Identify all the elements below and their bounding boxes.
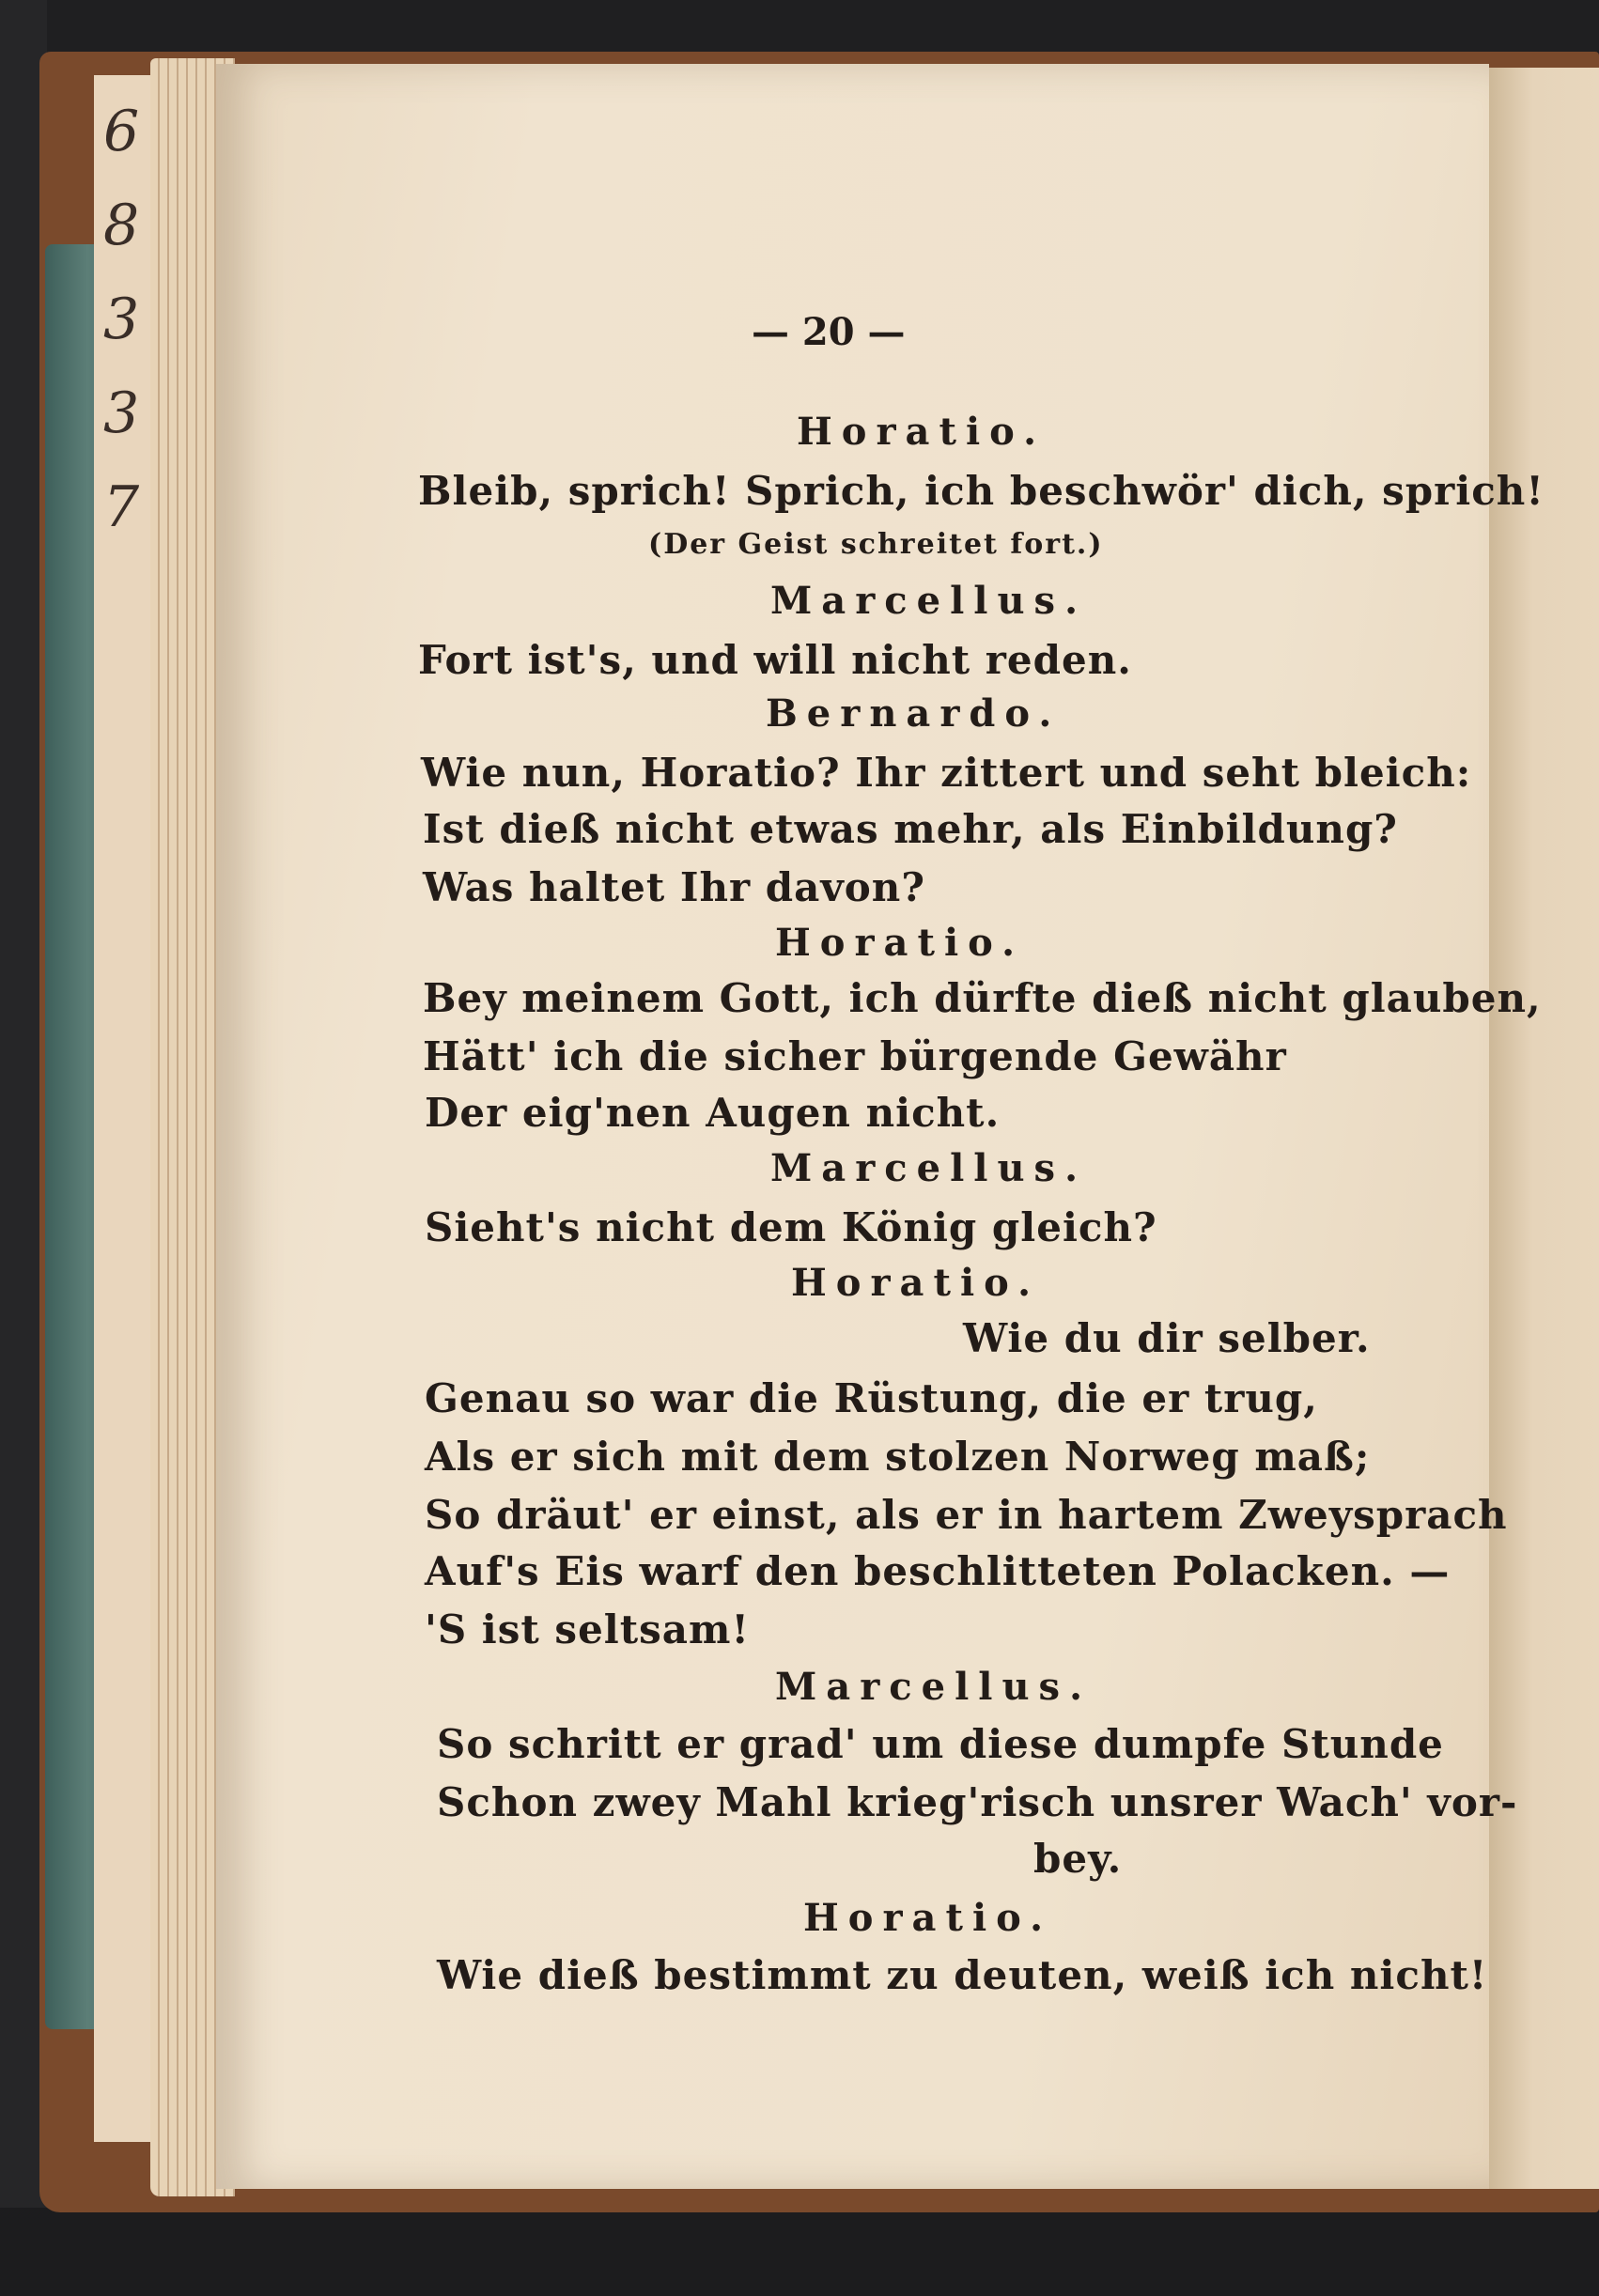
verse-line: Wie dieß bestimmt zu deuten, weiß ich nicht! — [437, 1952, 1488, 1998]
verse-line: Bleib, sprich! Sprich, ich beschwör' dich, sprich! — [418, 468, 1545, 514]
verse-line: Bey meinem Gott, ich dürfte dieß nicht glauben, — [423, 975, 1542, 1021]
verse-line: Fort ist's, und will nicht reden. — [418, 637, 1132, 683]
verse-line: So schritt er grad' um diese dumpfe Stunde — [437, 1721, 1444, 1767]
verse-line: Ist dieß nicht etwas mehr, als Einbildung? — [423, 806, 1398, 852]
speaker-name: Marcellus. — [770, 1146, 1087, 1190]
page-number: — 20 — — [752, 310, 906, 354]
speaker-name: Horatio. — [791, 1261, 1041, 1305]
verse-line: Hätt' ich die sicher bürgende Gewähr — [423, 1033, 1287, 1079]
verse-line: Als er sich mit dem stolzen Norweg maß; — [425, 1434, 1371, 1480]
verse-line: Wie du dir selber. — [963, 1315, 1371, 1361]
speaker-name: Horatio. — [797, 410, 1047, 454]
verse-line: Genau so war die Rüstung, die er trug, — [425, 1375, 1318, 1421]
speaker-name: Bernardo. — [766, 691, 1062, 736]
verse-line: 'S ist seltsam! — [425, 1606, 750, 1652]
book-page — [216, 64, 1545, 2189]
speaker-name: Horatio. — [803, 1896, 1053, 1940]
facing-page — [1489, 68, 1599, 2189]
verse-line: Wie nun, Horatio? Ihr zittert und seht bleich: — [421, 750, 1472, 796]
verse-line: bey. — [1033, 1836, 1123, 1882]
verse-line: So dräut' er einst, als er in hartem Zweysprach — [425, 1492, 1508, 1538]
backdrop-bottom — [0, 2208, 1599, 2296]
verse-line: Was haltet Ihr davon? — [423, 864, 925, 910]
verse-line: Schon zwey Mahl krieg'risch unsrer Wach' vor- — [437, 1779, 1518, 1825]
verse-line: Der eig'nen Augen nicht. — [425, 1090, 1001, 1136]
verse-line: Sieht's nicht dem König gleich? — [425, 1204, 1157, 1250]
handwritten-margin-note: 6 8 3 3 7 — [103, 99, 140, 540]
stage-direction: (Der Geist schreitet fort.) — [648, 528, 1104, 561]
page-content — [216, 64, 1545, 2189]
speaker-name: Marcellus. — [775, 1665, 1092, 1709]
speaker-name: Marcellus. — [770, 579, 1087, 623]
speaker-name: Horatio. — [775, 921, 1025, 965]
verse-line: Auf's Eis warf den beschlitteten Polacken. — — [425, 1548, 1451, 1594]
